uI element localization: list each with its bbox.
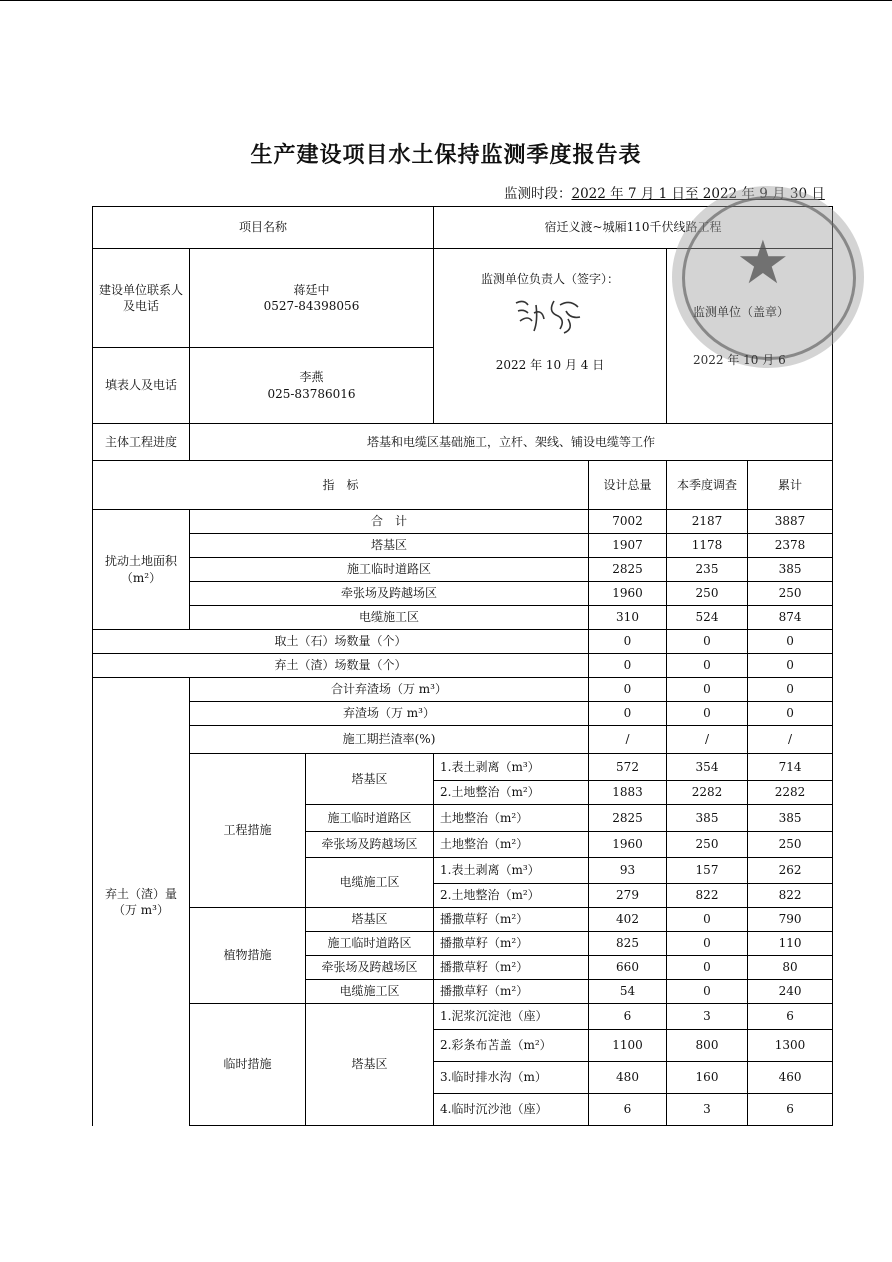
header-indicator: 指 标 [93,461,589,510]
measure-item: 2.土地整治（m²） [434,781,589,805]
contact-cell [190,249,434,348]
filler-label: 填表人及电话 [93,348,190,424]
value-quarter: 0 [667,654,748,678]
monitor-head-cell [434,249,667,424]
table-row [93,510,833,534]
value-quarter: 250 [667,832,748,858]
value-cum: 1300 [748,1030,833,1062]
value-design: 572 [589,754,667,781]
value-cum: / [748,726,833,754]
disturb-name: 施工临时道路区 [190,558,589,582]
row-borrow [93,630,833,654]
table-row [93,702,833,726]
value-cum: 0 [748,654,833,678]
value-quarter: 0 [667,932,748,956]
value-cum: 6 [748,1094,833,1126]
value-quarter: 800 [667,1030,748,1062]
value-design: 2825 [589,558,667,582]
value-design: 279 [589,884,667,908]
stamp-date: 2022 年 10 月 6 [693,353,786,367]
value-quarter: 1178 [667,534,748,558]
table-row [93,754,833,781]
value-quarter: 235 [667,558,748,582]
monitor-head-label: 监测单位负责人（签字）： [480,272,619,286]
measure-item: 2.土地整治（m²） [434,884,589,908]
measure-item: 4.临时沉沙池（座） [434,1094,589,1126]
seal-star-icon: ★ [736,228,790,298]
row-progress [93,424,833,461]
value-design: 7002 [589,510,667,534]
value-quarter: 0 [667,980,748,1004]
measure-item: 1.表土剥离（m³） [434,858,589,884]
value-quarter: 0 [667,702,748,726]
eng-label: 工程措施 [190,754,306,908]
measure-item: 2.彩条布苫盖（m²） [434,1030,589,1062]
value-quarter: 0 [667,956,748,980]
value-design: 825 [589,932,667,956]
value-design: 2825 [589,805,667,832]
table-row [93,558,833,582]
monitor-date: 2022 年 10 月 4 日 [495,358,605,373]
eng-cable-area: 电缆施工区 [306,858,434,908]
value-design: 0 [589,702,667,726]
header-quarter: 本季度调查 [667,461,748,510]
value-quarter: 524 [667,606,748,630]
veg-label: 植物措施 [190,908,306,1004]
value-design: 0 [589,654,667,678]
value-cum: 874 [748,606,833,630]
veg-area: 施工临时道路区 [306,932,434,956]
value-design: 1960 [589,582,667,606]
spoil-name: 弃渣场（万 m³） [190,702,589,726]
disturb-name: 塔基区 [190,534,589,558]
value-quarter: 0 [667,630,748,654]
report-title: 生产建设项目水土保持监测季度报告表 [250,143,642,168]
value-quarter: 157 [667,858,748,884]
value-cum: 790 [748,908,833,932]
value-design: 402 [589,908,667,932]
value-cum: 385 [748,558,833,582]
value-cum: 460 [748,1062,833,1094]
filler-phone: 025-83786016 [267,386,356,401]
value-quarter: 0 [667,908,748,932]
value-quarter: 250 [667,582,748,606]
value-cum: 385 [748,805,833,832]
period-value: 2022 年 7 月 1 日至 2022 年 9 月 30 日 [571,186,825,202]
measure-item: 1.表土剥离（m³） [434,754,589,781]
progress-value: 塔基和电缆区基础施工，立杆、架线、铺设电缆等工作 [190,424,833,461]
value-cum: 2378 [748,534,833,558]
header-cumulative: 累计 [748,461,833,510]
value-design: / [589,726,667,754]
value-quarter: 385 [667,805,748,832]
spoil-name: 施工期拦渣率(%) [190,726,589,754]
value-quarter: 2187 [667,510,748,534]
value-cum: 822 [748,884,833,908]
table-row [93,534,833,558]
value-design: 6 [589,1004,667,1030]
value-quarter: 3 [667,1004,748,1030]
table-row [93,726,833,754]
project-label: 项目名称 [93,207,434,249]
value-design: 1960 [589,832,667,858]
table-row [93,908,833,932]
value-quarter: 3 [667,1094,748,1126]
veg-area: 电缆施工区 [306,980,434,1004]
value-cum: 250 [748,832,833,858]
measure-item: 1.泥浆沉淀池（座） [434,1004,589,1030]
signature-icon [510,293,590,335]
header-design: 设计总量 [589,461,667,510]
value-cum: 3887 [748,510,833,534]
table-row [93,1004,833,1030]
value-design: 480 [589,1062,667,1094]
measure-item: 播撒草籽（m²） [434,908,589,932]
top-border-line [0,0,892,1]
disturb-name: 电缆施工区 [190,606,589,630]
row-header [93,461,833,510]
value-cum: 0 [748,630,833,654]
row-spoil-count [93,654,833,678]
contact-name: 蒋廷中 [293,282,330,297]
disturb-label: 扰动土地面积（m²） [93,510,190,630]
disturb-name: 牵张场及跨越场区 [190,582,589,606]
value-design: 1100 [589,1030,667,1062]
value-design: 1883 [589,781,667,805]
value-quarter: 0 [667,678,748,702]
table-row [93,582,833,606]
veg-area: 牵张场及跨越场区 [306,956,434,980]
value-design: 54 [589,980,667,1004]
filler-name: 李燕 [299,370,324,385]
value-quarter: / [667,726,748,754]
value-design: 660 [589,956,667,980]
spoil-name: 合计弃渣场（万 m³） [190,678,589,702]
measure-item: 土地整治（m²） [434,805,589,832]
filler-cell [190,348,434,424]
table-row [93,606,833,630]
stamp-label: 监测单位（盖章） [693,305,790,319]
value-design: 6 [589,1094,667,1126]
progress-label: 主体工程进度 [93,424,190,461]
value-cum: 110 [748,932,833,956]
value-design: 93 [589,858,667,884]
value-cum: 6 [748,1004,833,1030]
veg-area: 塔基区 [306,908,434,932]
measure-item: 3.临时排水沟（m） [434,1062,589,1094]
value-design: 310 [589,606,667,630]
value-design: 0 [589,630,667,654]
value-cum: 2282 [748,781,833,805]
eng-tower-area: 塔基区 [306,754,434,805]
borrow-name: 取土（石）场数量（个） [93,630,589,654]
official-seal-icon [672,186,864,368]
spoil-label: 弃土（渣）量（万 m³） [93,678,190,1126]
measure-item: 土地整治（m²） [434,832,589,858]
temp-area: 塔基区 [306,1004,434,1126]
eng-pull-area: 牵张场及跨越场区 [306,832,434,858]
contact-phone: 0527-84398056 [263,299,360,313]
value-quarter: 822 [667,884,748,908]
value-design: 0 [589,678,667,702]
project-value: 宿迁义渡~城厢110千伏线路工程 [434,207,833,249]
value-design: 1907 [589,534,667,558]
period-label: 监测时段： [504,186,572,202]
spoil-count-name: 弃土（渣）场数量（个） [93,654,589,678]
measure-item: 播撒草籽（m²） [434,956,589,980]
measure-item: 播撒草籽（m²） [434,980,589,1004]
value-cum: 0 [748,678,833,702]
value-cum: 250 [748,582,833,606]
value-cum: 240 [748,980,833,1004]
value-cum: 80 [748,956,833,980]
measure-item: 播撒草籽（m²） [434,932,589,956]
temp-label: 临时措施 [190,1004,306,1126]
value-cum: 262 [748,858,833,884]
value-quarter: 354 [667,754,748,781]
value-cum: 714 [748,754,833,781]
value-cum: 0 [748,702,833,726]
disturb-name: 合 计 [190,510,589,534]
value-quarter: 2282 [667,781,748,805]
contact-label: 建设单位联系人及电话 [93,249,190,348]
eng-road-area: 施工临时道路区 [306,805,434,832]
table-row [93,678,833,702]
value-quarter: 160 [667,1062,748,1094]
